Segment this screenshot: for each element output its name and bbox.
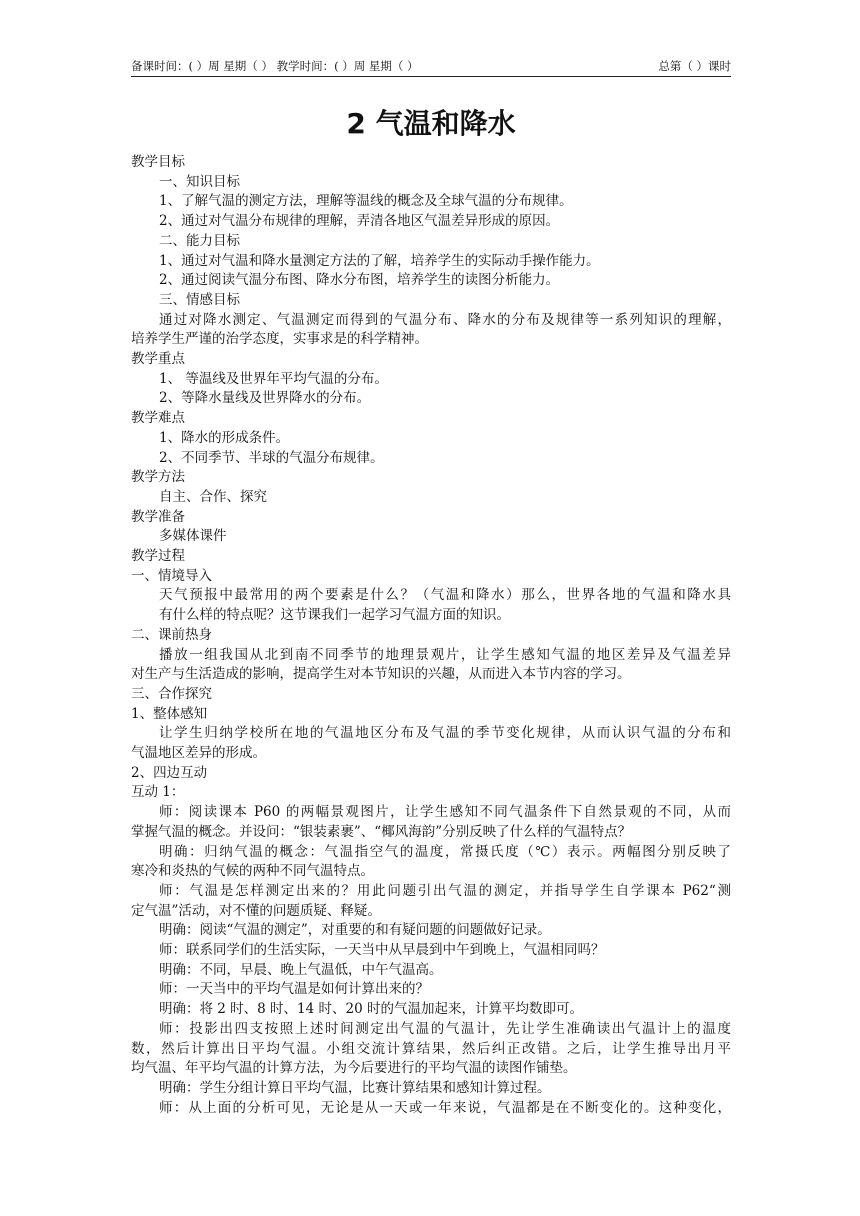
text-line: 师：阅读课本 P60 的两幅景观图片，让学生感知不同气温条件下自然景观的不同，从而 [159, 804, 731, 821]
text-line: 教学目标 [131, 154, 185, 170]
text-line: 1、了解气温的测定方法，理解等温线的概念及全球气温的分布规律。 [159, 193, 573, 210]
text-line: 让学生归纳学校所在地的气温地区分布及气温的季节变化规律，从而认识气温的分布和 [159, 725, 731, 742]
text-line: 三、合作探究 [131, 685, 212, 702]
text-line: 明确：不同，早晨、晚上气温低，中午气温高。 [159, 961, 443, 978]
text-line: 均气温、年平均气温的计算方法，为今后要进行的平均气温的读图作铺垫。 [131, 1060, 577, 1077]
text-line: 2、四边互动 [131, 764, 208, 781]
text-line: 明确：学生分组计算日平均气温，比赛计算结果和感知计算过程。 [159, 1079, 551, 1096]
text-line: 明确：将 2 时、8 时、14 时、20 时的气温加起来，计算平均数即可。 [159, 1001, 583, 1018]
text-line: 1、降水的形成条件。 [159, 429, 290, 446]
text-line: 培养学生严谨的治学态度，实事求是的科学精神。 [131, 331, 428, 348]
text-line: 2、不同季节、半球的气温分布规律。 [159, 449, 384, 466]
text-line: 明确：归纳气温的概念：气温指空气的温度，常摄氏度（℃）表示。两幅图分别反映了 [159, 843, 731, 860]
text-line: 师：气温是怎样测定出来的？用此问题引出气温的测定，并指导学生自学课本 P62“测 [159, 882, 731, 899]
text-line: 教学重点 [131, 351, 185, 368]
text-line: 1、整体感知 [131, 705, 208, 722]
text-line: 二、课前热身 [131, 626, 212, 643]
document-page [131, 58, 731, 1118]
text-line: 师：投影出四支按照上述时间测定出气温的气温计，先让学生准确读出气温计上的温度 [159, 1020, 731, 1037]
text-line: 气温地区差异的形成。 [131, 745, 266, 762]
text-line: 寒冷和炎热的气候的两种不同气温特点。 [131, 863, 374, 880]
text-line: 2、等降水量线及世界降水的分布。 [159, 390, 371, 407]
text-line: 教学准备 [131, 508, 185, 525]
text-line: 掌握气温的概念。并设问：“银装素裹”、“椰风海韵”分别反映了什么样的气温特点？ [131, 823, 632, 840]
text-line: 教学方法 [131, 469, 185, 486]
page-title: 2 气温和降水 [346, 107, 516, 140]
header-prep-time: 备课时间：( ）周 星期（ ） 教学时间：( ）周 星期（ ） [131, 59, 419, 73]
text-line: 多媒体课件 [159, 528, 227, 545]
text-line: 互动 1： [131, 784, 185, 801]
header-lesson-count: 总第（ ）课时 [658, 59, 731, 73]
text-line: 明确：阅读“气温的测定”，对重要的和有疑问题的问题做好记录。 [159, 922, 551, 939]
text-line: 教学过程 [131, 548, 185, 565]
text-line: 教学难点 [131, 410, 185, 427]
text-line: 二、能力目标 [159, 232, 240, 249]
text-line: 1、通过对气温和降水量测定方法的了解，培养学生的实际动手操作能力。 [159, 252, 600, 269]
text-line: 播放一组我国从北到南不同季节的地理景观片，让学生感知气温的地区差异及气温差异 [159, 646, 731, 663]
text-line: 定气温”活动，对不懂的问题质疑、释疑。 [131, 902, 381, 919]
text-line: 三、情感目标 [159, 291, 240, 308]
text-line: 对生产与生活造成的影响，提高学生对本节知识的兴趣，从而进入本节内容的学习。 [131, 666, 631, 683]
text-line: 师：一天当中的平均气温是如何计算出来的？ [159, 981, 429, 998]
text-line: 2、通过对气温分布规律的理解，弄清各地区气温差异形成的原因。 [159, 213, 560, 230]
document-body [131, 153, 731, 1118]
text-line: 天气预报中最常用的两个要素是什么？（气温和降水）那么，世界各地的气温和降水具 [159, 587, 731, 604]
text-line: 1、 等温线及世界年平均气温的分布。 [159, 370, 388, 387]
page-header [131, 58, 731, 77]
text-line: 数，然后计算出日平均气温。小组交流计算结果，然后纠正改错。之后，让学生推导出月平 [131, 1040, 731, 1057]
text-line: 师：联系同学们的生活实际，一天当中从早晨到中午到晚上，气温相同吗？ [159, 942, 605, 959]
text-line: 通过对降水测定、气温测定而得到的气温分布、降水的分布及规律等一系列知识的理解， [159, 311, 731, 328]
text-line: 自主、合作、探究 [159, 488, 267, 505]
text-line: 一、情境导入 [131, 567, 212, 584]
text-line: 2、通过阅读气温分布图、降水分布图，培养学生的读图分析能力。 [159, 272, 560, 289]
text-line: 有什么样的特点呢？这节课我们一起学习气温方面的知识。 [159, 607, 510, 624]
text-line: 师：从上面的分析可见，无论是从一天或一年来说，气温都是在不断变化的。这种变化， [159, 1099, 731, 1116]
text-line: 一、知识目标 [159, 173, 240, 190]
